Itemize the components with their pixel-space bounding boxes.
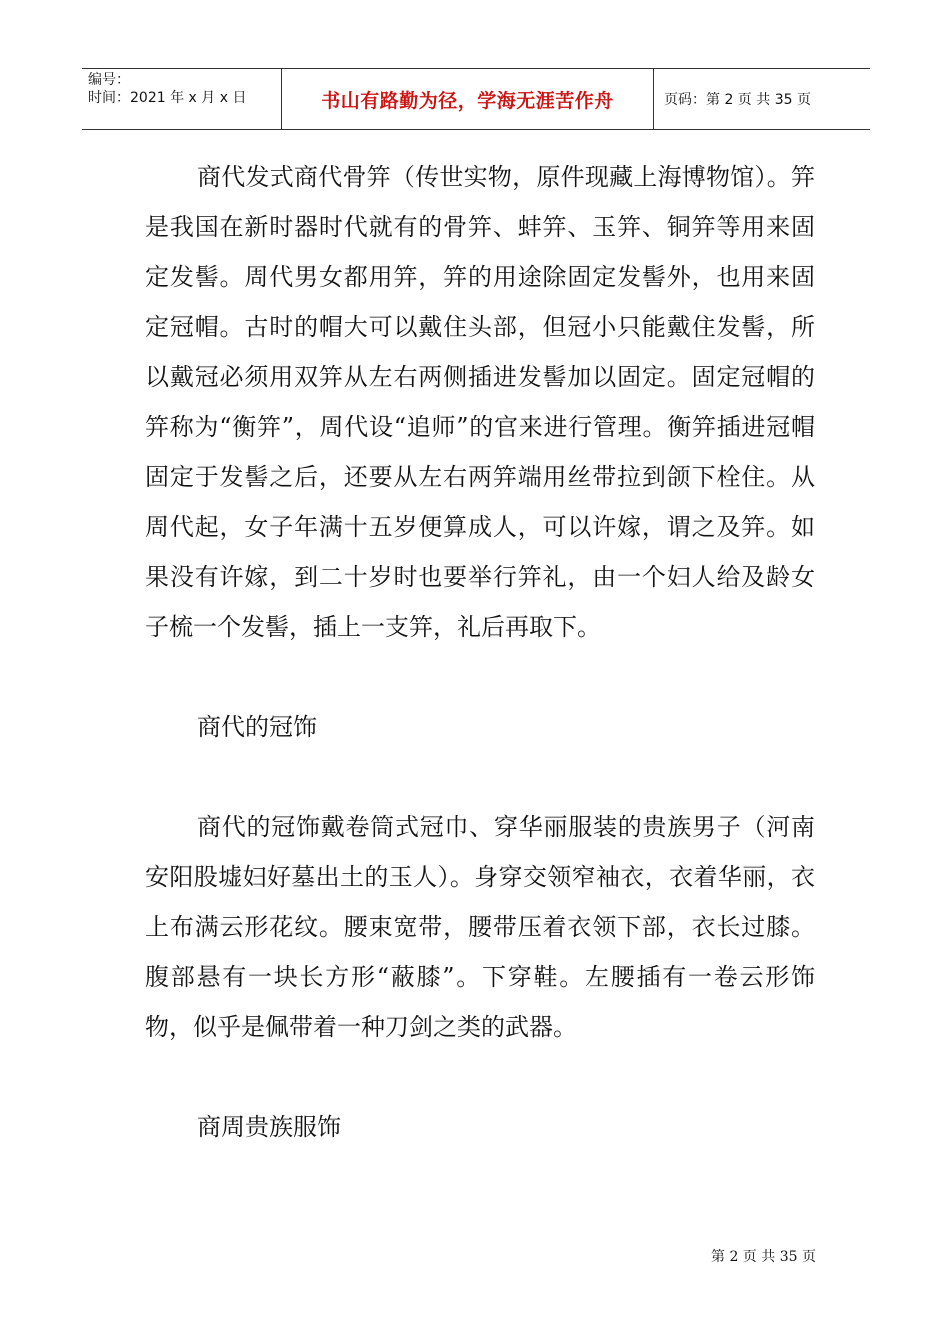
paragraph-crown: 商代的冠饰戴卷筒式冠巾、穿华丽服装的贵族男子（河南安阳股墟妇好墓出土的玉人）。身穿交领窄袖衣，衣着华丽，衣上布满云形花纹。腰束宽带，腰带压着衣领下部，衣长过膝。腹部悬有一块长方形“蔽膝”。下穿鞋。左腰插有一卷云形饰物，似乎是佩带着一种刀剑之类的武器。 <box>145 813 815 1041</box>
header-motto: 书山有路勤为径，学海无涯苦作舟 <box>282 69 654 129</box>
spacer <box>145 752 815 802</box>
header-meta <box>82 69 282 129</box>
paragraph-hairpin: 商代发式商代骨笄（传世实物，原件现藏上海博物馆）。笄是我国在新时器时代就有的骨笄、蚌笄、玉笄、铜笄等用来固定发髻。周代男女都用笄，笄的用途除固定发髻外，也用来固定冠帽。古时的帽大可以戴住头部，但冠小只能戴住发髻，所以戴冠必须用双笄从左右两侧插进发髻加以固定。固定冠帽的笄称为“衡笄”，周代设“追师”的官来进行管理。衡笄插进冠帽固定于发髻之后，还要从左右两笄端用丝带拉到颌下栓住。从周代起，女子年满十五岁便算成人，可以许嫁，谓之及笄。如果没有许嫁，到二十岁时也要举行笄礼，由一个妇人给及龄女子梳一个发髻，插上一支笄，礼后再取下。 <box>145 163 815 641</box>
header-page-label: 页码：第 2 页 共 35 页 <box>664 92 811 108</box>
page-footer: 第 2 页 共 35 页 <box>711 1249 816 1265</box>
spacer <box>145 1052 815 1102</box>
spacer <box>145 652 815 702</box>
section-heading-crown: 商代的冠饰 <box>197 713 317 741</box>
page-header <box>82 68 870 130</box>
number-label: 编号： <box>88 72 130 88</box>
section-heading-nobility-clothing: 商周贵族服饰 <box>197 1113 341 1141</box>
time-label: 时间：2021 年 x 月 x 日 <box>88 90 247 106</box>
document-body <box>145 152 815 1152</box>
